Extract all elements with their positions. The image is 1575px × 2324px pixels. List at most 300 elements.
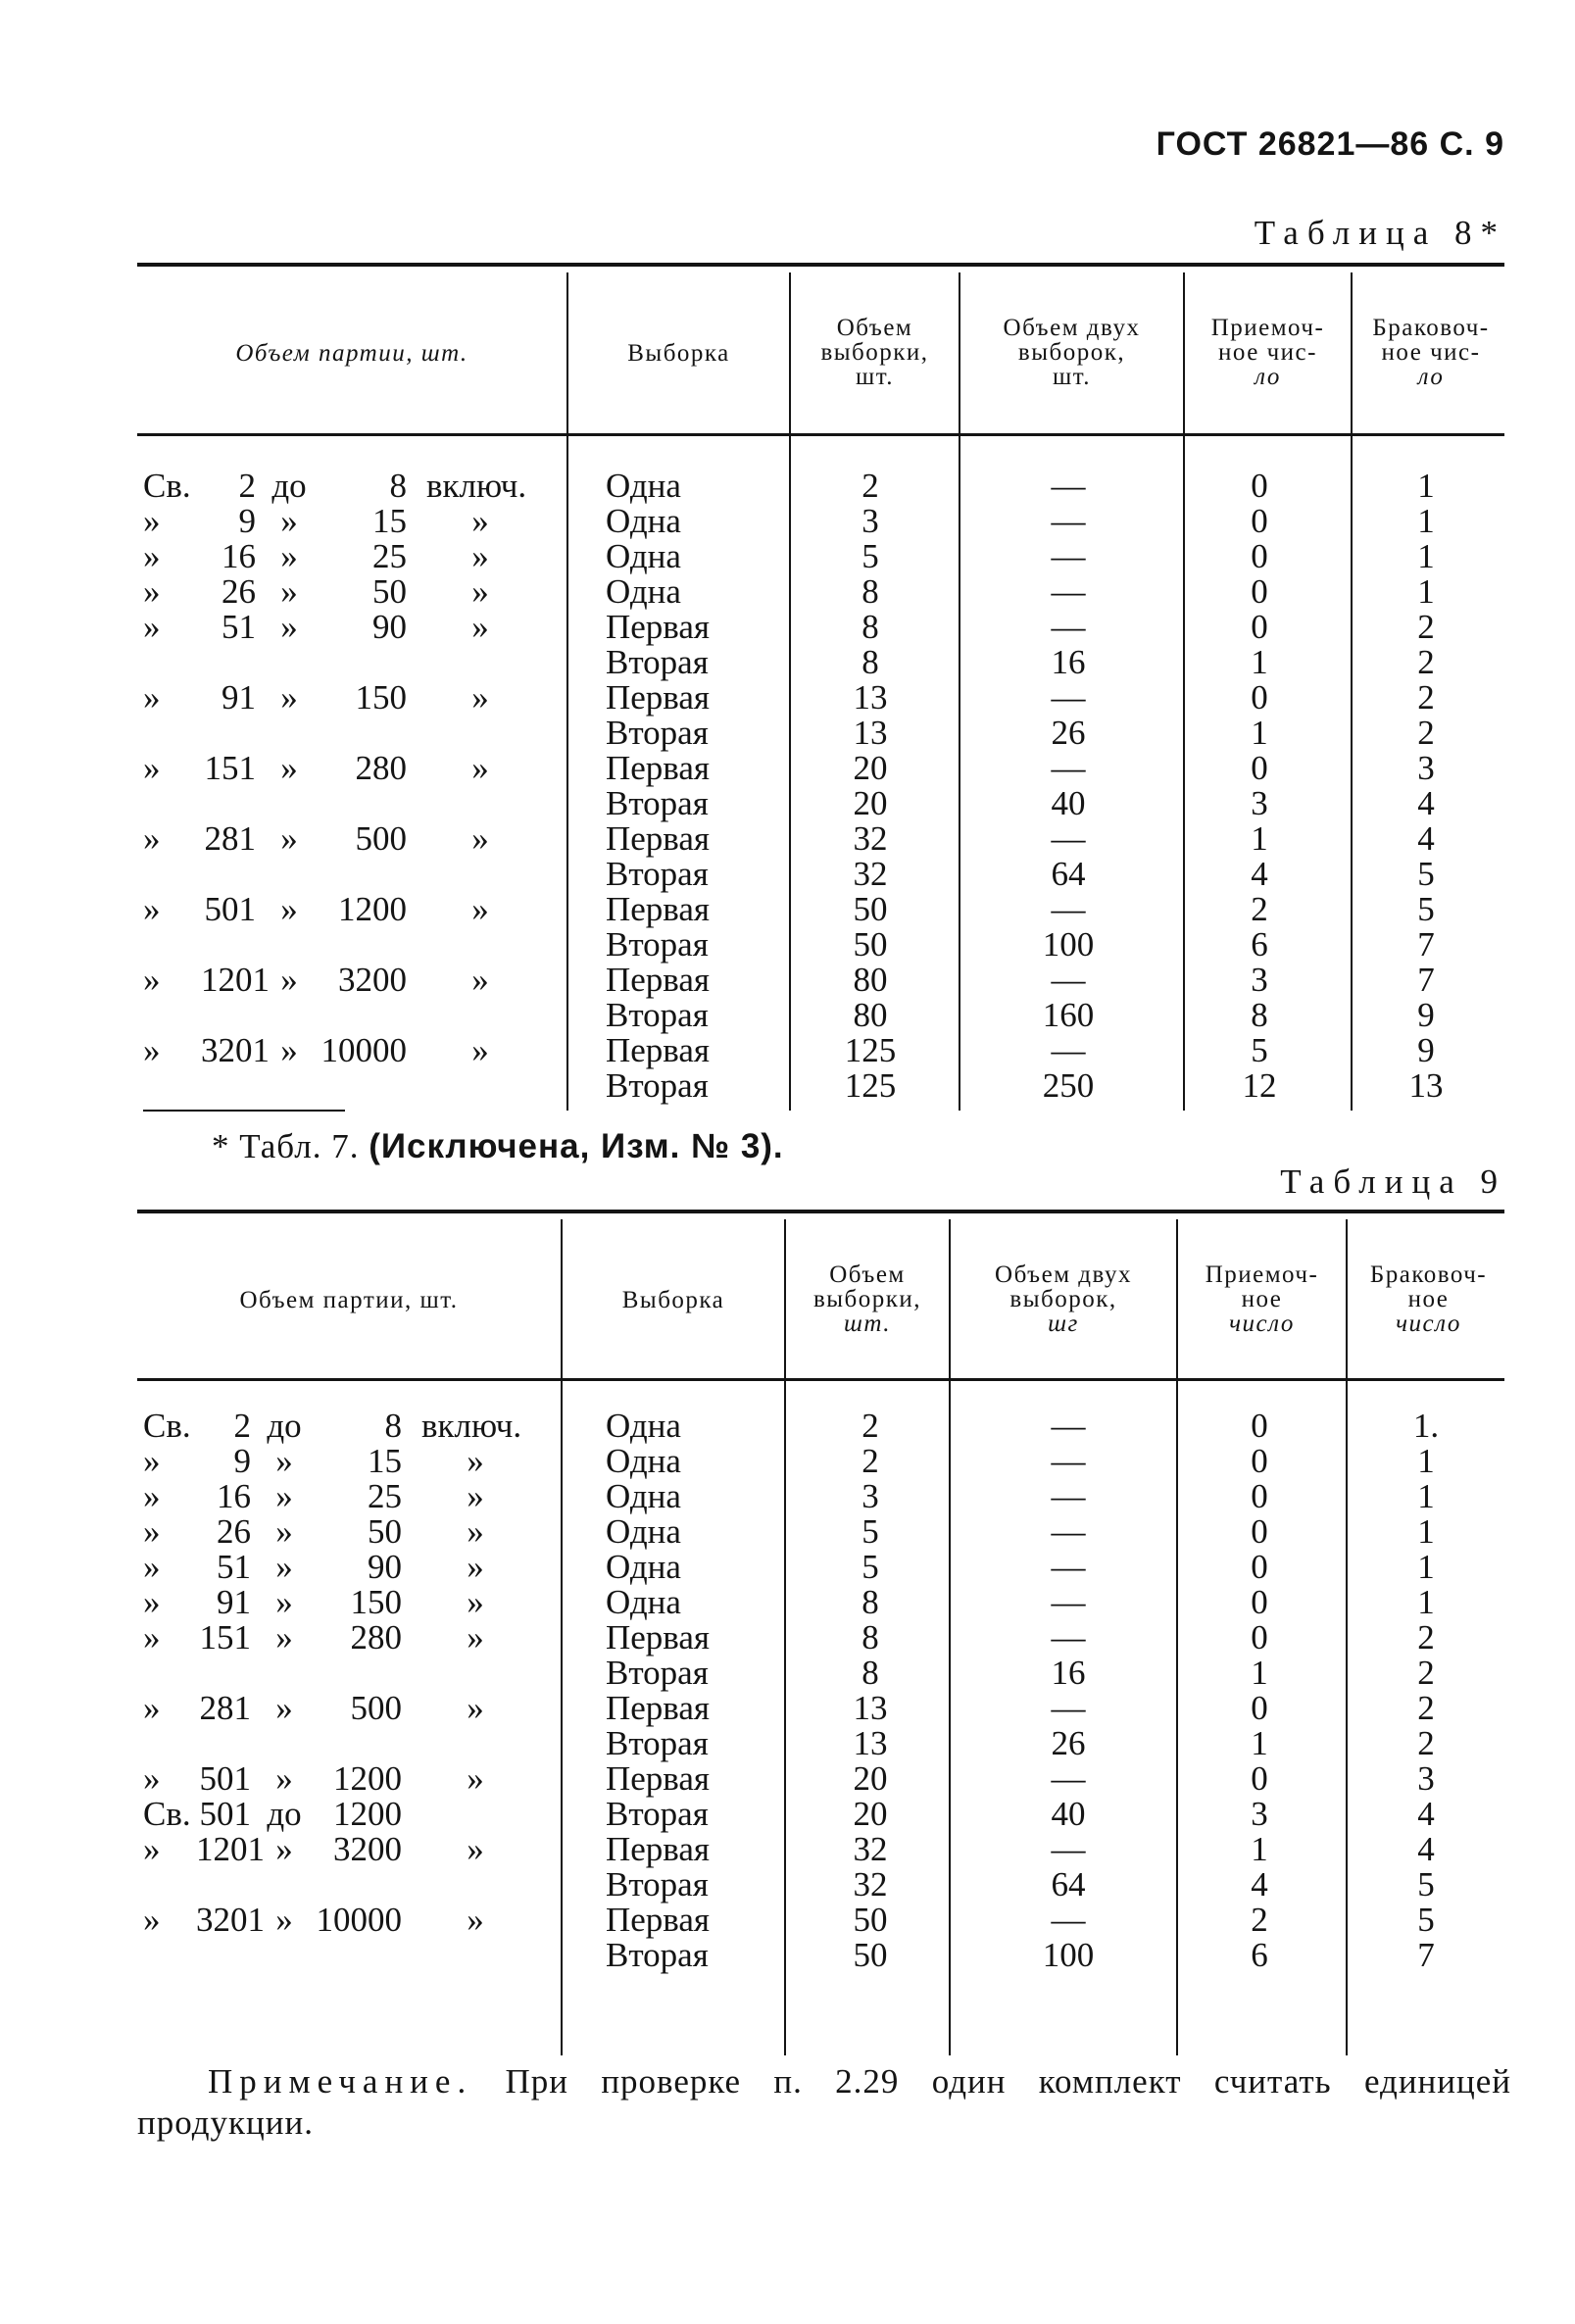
sample-cell: Вторая: [606, 1654, 709, 1692]
sample-size-cell: 20: [853, 1795, 888, 1833]
lot-do-cell: »: [280, 819, 298, 858]
sample-size-cell: 80: [853, 996, 888, 1034]
lot-from-cell: 151: [199, 1618, 251, 1656]
lot-ditto-cell: »: [467, 1689, 484, 1727]
accept-cell: 1: [1251, 714, 1268, 752]
sample-size-cell: 8: [861, 572, 879, 611]
sample-cell: Вторая: [606, 1066, 709, 1105]
lot-ditto-cell: »: [467, 1512, 484, 1551]
reject-cell: 1: [1417, 1442, 1435, 1480]
two-samples-cell: —: [1051, 961, 1086, 999]
lot-from-cell: 9: [233, 1442, 251, 1480]
table-row: [0, 504, 1575, 539]
sample-cell: Одна: [606, 1512, 681, 1551]
sample-size-cell: 8: [861, 1618, 879, 1656]
sample-cell: Первая: [606, 1830, 711, 1868]
sample-size-cell: 13: [853, 1724, 888, 1762]
sample-cell: Первая: [606, 890, 711, 928]
lot-ditto-cell: »: [467, 1583, 484, 1621]
table-row: [0, 716, 1575, 751]
sample-cell: Первая: [606, 1689, 711, 1727]
sample-size-cell: 50: [853, 1936, 888, 1974]
accept-cell: 5: [1251, 1031, 1268, 1069]
table9-head-reject: [1348, 1262, 1509, 1336]
two-samples-cell: —: [1051, 678, 1086, 717]
sample-size-cell: 50: [853, 890, 888, 928]
accept-cell: 0: [1251, 1442, 1268, 1480]
reject-cell: 2: [1417, 714, 1435, 752]
sample-size-cell: 3: [861, 502, 879, 540]
two-samples-cell: 160: [1042, 996, 1095, 1034]
lot-prefix-cell: »: [143, 1548, 161, 1586]
lot-from-cell: 501: [199, 1759, 251, 1798]
sample-size-cell: 20: [853, 784, 888, 822]
lot-to-cell: 50: [368, 1512, 402, 1551]
sample-cell: Первая: [606, 1901, 711, 1939]
table-row: [0, 1832, 1575, 1867]
lot-from-cell: 16: [217, 1477, 251, 1515]
lot-ditto-cell: »: [471, 961, 489, 999]
reject-cell: 1: [1417, 502, 1435, 540]
table-row: [0, 1033, 1575, 1068]
table-row: [0, 786, 1575, 821]
table-row: [0, 1726, 1575, 1761]
lot-to-cell: 150: [350, 1583, 402, 1621]
table9-head-accept: [1178, 1262, 1346, 1336]
accept-cell: 0: [1251, 1512, 1268, 1551]
two-samples-cell: 100: [1042, 1936, 1095, 1974]
table-row: [0, 1903, 1575, 1938]
note: [208, 2062, 1511, 2101]
lot-prefix-cell: Св.: [143, 1795, 191, 1833]
sample-size-cell: 8: [861, 643, 879, 681]
accept-cell: 0: [1251, 467, 1268, 505]
accept-cell: 12: [1242, 1066, 1277, 1105]
lot-prefix-cell: »: [143, 819, 161, 858]
head-line: Объем: [836, 315, 913, 341]
footnote-rule: [143, 1110, 345, 1112]
lot-ditto-cell: »: [467, 1830, 484, 1868]
lot-prefix-cell: »: [143, 1830, 161, 1868]
lot-ditto-cell: »: [471, 572, 489, 611]
lot-do-cell: »: [280, 572, 298, 611]
lot-prefix-cell: »: [143, 1689, 161, 1727]
sample-cell: Вторая: [606, 1936, 709, 1974]
two-samples-cell: —: [1051, 1618, 1086, 1656]
lot-prefix-cell: »: [143, 1759, 161, 1798]
lot-prefix-cell: »: [143, 678, 161, 717]
lot-to-cell: 8: [389, 467, 407, 505]
lot-prefix-cell: Св.: [143, 1407, 191, 1445]
lot-prefix-cell: »: [143, 1031, 161, 1069]
table-row: [0, 1514, 1575, 1550]
table9-head-lot: [137, 1288, 561, 1312]
head-line: Объем двух: [995, 1261, 1132, 1288]
lot-from-cell: 3201: [201, 1031, 270, 1069]
table-row: [0, 751, 1575, 786]
accept-cell: 1: [1251, 1654, 1268, 1692]
lot-to-cell: 90: [372, 608, 407, 646]
sample-cell: Первая: [606, 1618, 711, 1656]
sample-size-cell: 5: [861, 537, 879, 575]
two-samples-cell: —: [1051, 1689, 1086, 1727]
accept-cell: 2: [1251, 890, 1268, 928]
two-samples-cell: —: [1051, 819, 1086, 858]
sample-cell: Первая: [606, 819, 711, 858]
reject-cell: 5: [1417, 1901, 1435, 1939]
head-line: шг: [1048, 1310, 1079, 1337]
reject-cell: 7: [1417, 1936, 1435, 1974]
two-samples-cell: —: [1051, 537, 1086, 575]
accept-cell: 0: [1251, 1407, 1268, 1445]
lot-ditto-cell: »: [471, 1031, 489, 1069]
lot-do-cell: »: [275, 1901, 293, 1939]
accept-cell: 3: [1251, 1795, 1268, 1833]
accept-cell: 0: [1251, 537, 1268, 575]
lot-prefix-cell: »: [143, 961, 161, 999]
lot-from-cell: 501: [204, 890, 256, 928]
sample-cell: Одна: [606, 1477, 681, 1515]
head-line: шт.: [844, 1310, 891, 1337]
two-samples-cell: —: [1051, 749, 1086, 787]
reject-cell: 2: [1417, 643, 1435, 681]
table-row: [0, 574, 1575, 610]
table-row: [0, 857, 1575, 892]
table-row: [0, 821, 1575, 857]
lot-do-cell: »: [280, 961, 298, 999]
lot-do-cell: »: [275, 1442, 293, 1480]
table8-head-reject: [1353, 316, 1509, 389]
accept-cell: 0: [1251, 1583, 1268, 1621]
sample-cell: Первая: [606, 1759, 711, 1798]
reject-cell: 1: [1417, 537, 1435, 575]
head-line: число: [1396, 1310, 1461, 1337]
accept-cell: 4: [1251, 855, 1268, 893]
two-samples-cell: —: [1051, 1548, 1086, 1586]
sample-size-cell: 13: [853, 1689, 888, 1727]
two-samples-cell: 64: [1051, 1865, 1086, 1904]
reject-cell: 4: [1417, 1795, 1435, 1833]
reject-cell: 4: [1417, 784, 1435, 822]
sample-size-cell: 2: [861, 1442, 879, 1480]
two-samples-cell: 40: [1051, 784, 1086, 822]
sample-cell: Вторая: [606, 855, 709, 893]
lot-to-cell: 15: [368, 1442, 402, 1480]
head-line: выборок,: [1017, 339, 1126, 366]
two-samples-cell: —: [1051, 1830, 1086, 1868]
sample-size-cell: 32: [853, 1865, 888, 1904]
lot-do-cell: »: [280, 502, 298, 540]
lot-from-cell: 26: [221, 572, 256, 611]
table-row: [0, 1068, 1575, 1104]
sample-size-cell: 2: [861, 1407, 879, 1445]
lot-from-cell: 9: [238, 502, 256, 540]
reject-cell: 2: [1417, 1724, 1435, 1762]
reject-cell: 13: [1408, 1066, 1444, 1105]
lot-prefix-cell: »: [143, 537, 161, 575]
head-line: шт.: [1052, 364, 1092, 390]
accept-cell: 0: [1251, 678, 1268, 717]
sample-cell: Одна: [606, 467, 681, 505]
table8-caption: Таблица 8*: [1254, 214, 1506, 252]
table9-head-sample-size: [786, 1262, 949, 1336]
accept-cell: 0: [1251, 1689, 1268, 1727]
accept-cell: 1: [1251, 1830, 1268, 1868]
two-samples-cell: —: [1051, 502, 1086, 540]
lot-do-cell: »: [275, 1618, 293, 1656]
lot-ditto-cell: »: [471, 608, 489, 646]
lot-ditto-cell: »: [471, 678, 489, 717]
lot-from-cell: 26: [217, 1512, 251, 1551]
lot-to-cell: 15: [372, 502, 407, 540]
head-text: Объем партии, шт.: [235, 340, 468, 367]
lot-from-cell: 16: [221, 537, 256, 575]
lot-from-cell: 51: [221, 608, 256, 646]
table9-top-rule: [137, 1210, 1504, 1213]
lot-to-cell: 90: [368, 1548, 402, 1586]
table8-head-accept: [1185, 316, 1351, 389]
sample-cell: Одна: [606, 502, 681, 540]
table9-caption: Таблица 9: [1280, 1162, 1506, 1201]
sample-size-cell: 125: [844, 1066, 897, 1105]
table-row: [0, 610, 1575, 645]
lot-do-cell: »: [280, 890, 298, 928]
table-row: [0, 963, 1575, 998]
table-row: [0, 1444, 1575, 1479]
sample-size-cell: 32: [853, 819, 888, 858]
reject-cell: 4: [1417, 819, 1435, 858]
lot-ditto-cell: »: [471, 502, 489, 540]
lot-to-cell: 3200: [338, 961, 407, 999]
footnote-bold: (Исключена, Изм. № 3).: [369, 1127, 784, 1165]
lot-to-cell: 10000: [320, 1031, 407, 1069]
two-samples-cell: 16: [1051, 643, 1086, 681]
lot-ditto-cell: »: [471, 749, 489, 787]
lot-to-cell: 500: [355, 819, 407, 858]
reject-cell: 3: [1417, 749, 1435, 787]
lot-from-cell: 51: [217, 1548, 251, 1586]
table8-head-two-samples: [960, 316, 1183, 389]
lot-to-cell: 1200: [333, 1795, 402, 1833]
lot-ditto-cell: »: [467, 1442, 484, 1480]
accept-cell: 0: [1251, 749, 1268, 787]
accept-cell: 6: [1251, 1936, 1268, 1974]
footnote-star: * Табл. 7.: [212, 1127, 369, 1165]
table-row: [0, 927, 1575, 963]
lot-from-cell: 151: [204, 749, 256, 787]
accept-cell: 3: [1251, 961, 1268, 999]
sample-size-cell: 5: [861, 1512, 879, 1551]
reject-cell: 1: [1417, 572, 1435, 611]
sample-size-cell: 20: [853, 749, 888, 787]
lot-to-cell: 3200: [333, 1830, 402, 1868]
lot-do-cell: »: [280, 1031, 298, 1069]
lot-prefix-cell: »: [143, 572, 161, 611]
sample-cell: Вторая: [606, 925, 709, 964]
head-line: Приемоч-: [1205, 1261, 1319, 1288]
table-row: [0, 469, 1575, 504]
table-row: [0, 1691, 1575, 1726]
lot-ditto-cell: »: [471, 890, 489, 928]
reject-cell: 4: [1417, 1830, 1435, 1868]
reject-cell: 7: [1417, 925, 1435, 964]
lot-do-cell: »: [275, 1548, 293, 1586]
sample-cell: Вторая: [606, 996, 709, 1034]
accept-cell: 0: [1251, 1477, 1268, 1515]
sample-cell: Вторая: [606, 1724, 709, 1762]
sample-size-cell: 125: [844, 1031, 897, 1069]
lot-inclusive-cell: включ.: [426, 467, 527, 505]
two-samples-cell: 40: [1051, 1795, 1086, 1833]
table-row: [0, 1656, 1575, 1691]
reject-cell: 1: [1417, 1583, 1435, 1621]
lot-to-cell: 8: [384, 1407, 402, 1445]
two-samples-cell: —: [1051, 608, 1086, 646]
head-line: шт.: [855, 364, 895, 390]
sample-cell: Вторая: [606, 643, 709, 681]
reject-cell: 2: [1417, 1689, 1435, 1727]
lot-prefix-cell: »: [143, 1583, 161, 1621]
head-line: ло: [1255, 364, 1281, 390]
lot-do-cell: »: [275, 1689, 293, 1727]
lot-to-cell: 1200: [333, 1759, 402, 1798]
sample-size-cell: 32: [853, 855, 888, 893]
two-samples-cell: 26: [1051, 714, 1086, 752]
sample-cell: Первая: [606, 1031, 711, 1069]
lot-to-cell: 1200: [338, 890, 407, 928]
lot-prefix-cell: »: [143, 1618, 161, 1656]
table-row: [0, 1550, 1575, 1585]
accept-cell: 0: [1251, 1548, 1268, 1586]
sample-cell: Одна: [606, 1583, 681, 1621]
accept-cell: 4: [1251, 1865, 1268, 1904]
lot-to-cell: 280: [350, 1618, 402, 1656]
accept-cell: 0: [1251, 608, 1268, 646]
sample-size-cell: 20: [853, 1759, 888, 1798]
sample-size-cell: 8: [861, 608, 879, 646]
accept-cell: 1: [1251, 643, 1268, 681]
two-samples-cell: —: [1051, 1759, 1086, 1798]
table-row: [0, 1585, 1575, 1620]
reject-cell: 5: [1417, 890, 1435, 928]
sample-cell: Первая: [606, 749, 711, 787]
table8-head-sample: [568, 341, 789, 366]
sample-size-cell: 5: [861, 1548, 879, 1586]
lot-from-cell: 1201: [201, 961, 270, 999]
lot-ditto-cell: »: [467, 1477, 484, 1515]
head-line: Браковоч-: [1372, 315, 1490, 341]
reject-cell: 1: [1417, 1477, 1435, 1515]
reject-cell: 2: [1417, 1654, 1435, 1692]
sample-cell: Вторая: [606, 1865, 709, 1904]
lot-to-cell: 500: [350, 1689, 402, 1727]
lot-prefix-cell: Св.: [143, 467, 191, 505]
accept-cell: 8: [1251, 996, 1268, 1034]
lot-do-cell: до: [267, 1795, 302, 1833]
accept-cell: 1: [1251, 819, 1268, 858]
reject-cell: 9: [1417, 1031, 1435, 1069]
table9-header-rule: [137, 1378, 1504, 1381]
lot-ditto-cell: »: [471, 537, 489, 575]
lot-to-cell: 25: [372, 537, 407, 575]
reject-cell: 1: [1417, 467, 1435, 505]
lot-from-cell: 2: [238, 467, 256, 505]
table-row: [0, 1479, 1575, 1514]
lot-do-cell: »: [275, 1512, 293, 1551]
lot-to-cell: 50: [372, 572, 407, 611]
lot-from-cell: 281: [199, 1689, 251, 1727]
reject-cell: 1.: [1412, 1407, 1440, 1445]
two-samples-cell: —: [1051, 1583, 1086, 1621]
head-text: Объем партии, шт.: [239, 1287, 459, 1313]
sample-size-cell: 13: [853, 714, 888, 752]
lot-ditto-cell: »: [467, 1759, 484, 1798]
accept-cell: 0: [1251, 1759, 1268, 1798]
sample-size-cell: 80: [853, 961, 888, 999]
lot-do-cell: »: [280, 537, 298, 575]
footnote: [212, 1127, 784, 1166]
lot-from-cell: 1201: [196, 1830, 265, 1868]
sample-cell: Первая: [606, 678, 711, 717]
lot-from-cell: 91: [217, 1583, 251, 1621]
lot-to-cell: 280: [355, 749, 407, 787]
two-samples-cell: 26: [1051, 1724, 1086, 1762]
table8-top-rule: [137, 263, 1504, 267]
table-row: [0, 539, 1575, 574]
sample-size-cell: 2: [861, 467, 879, 505]
sample-cell: Первая: [606, 608, 711, 646]
head-line: ное: [1241, 1286, 1283, 1312]
two-samples-cell: 64: [1051, 855, 1086, 893]
lot-to-cell: 10000: [316, 1901, 402, 1939]
reject-cell: 9: [1417, 996, 1435, 1034]
table-row: [0, 1867, 1575, 1903]
sample-size-cell: 3: [861, 1477, 879, 1515]
table-row: [0, 998, 1575, 1033]
accept-cell: 1: [1251, 1724, 1268, 1762]
head-line: Браковоч-: [1369, 1261, 1488, 1288]
sample-cell: Одна: [606, 1407, 681, 1445]
head-line: выборки,: [812, 1286, 922, 1312]
lot-do-cell: до: [271, 467, 307, 505]
lot-do-cell: »: [280, 749, 298, 787]
note-continuation: продукции.: [137, 2103, 314, 2142]
lot-do-cell: »: [275, 1583, 293, 1621]
accept-cell: 0: [1251, 1618, 1268, 1656]
lot-prefix-cell: »: [143, 890, 161, 928]
sample-cell: Вторая: [606, 1795, 709, 1833]
accept-cell: 0: [1251, 502, 1268, 540]
sample-cell: Одна: [606, 572, 681, 611]
head-line: Приемоч-: [1210, 315, 1325, 341]
lot-to-cell: 150: [355, 678, 407, 717]
head-line: выборки,: [820, 339, 929, 366]
sample-size-cell: 50: [853, 1901, 888, 1939]
two-samples-cell: —: [1051, 1512, 1086, 1551]
head-line: выборок,: [1009, 1286, 1117, 1312]
two-samples-cell: —: [1051, 1407, 1086, 1445]
note-label: Примечание.: [208, 2062, 473, 2101]
lot-from-cell: 91: [221, 678, 256, 717]
table8-head-lot: [137, 341, 566, 366]
lot-do-cell: до: [267, 1407, 302, 1445]
lot-do-cell: »: [275, 1477, 293, 1515]
lot-prefix-cell: »: [143, 608, 161, 646]
table9-head-sample: [563, 1288, 784, 1312]
lot-from-cell: 501: [199, 1795, 251, 1833]
two-samples-cell: —: [1051, 1031, 1086, 1069]
table-row: [0, 645, 1575, 680]
